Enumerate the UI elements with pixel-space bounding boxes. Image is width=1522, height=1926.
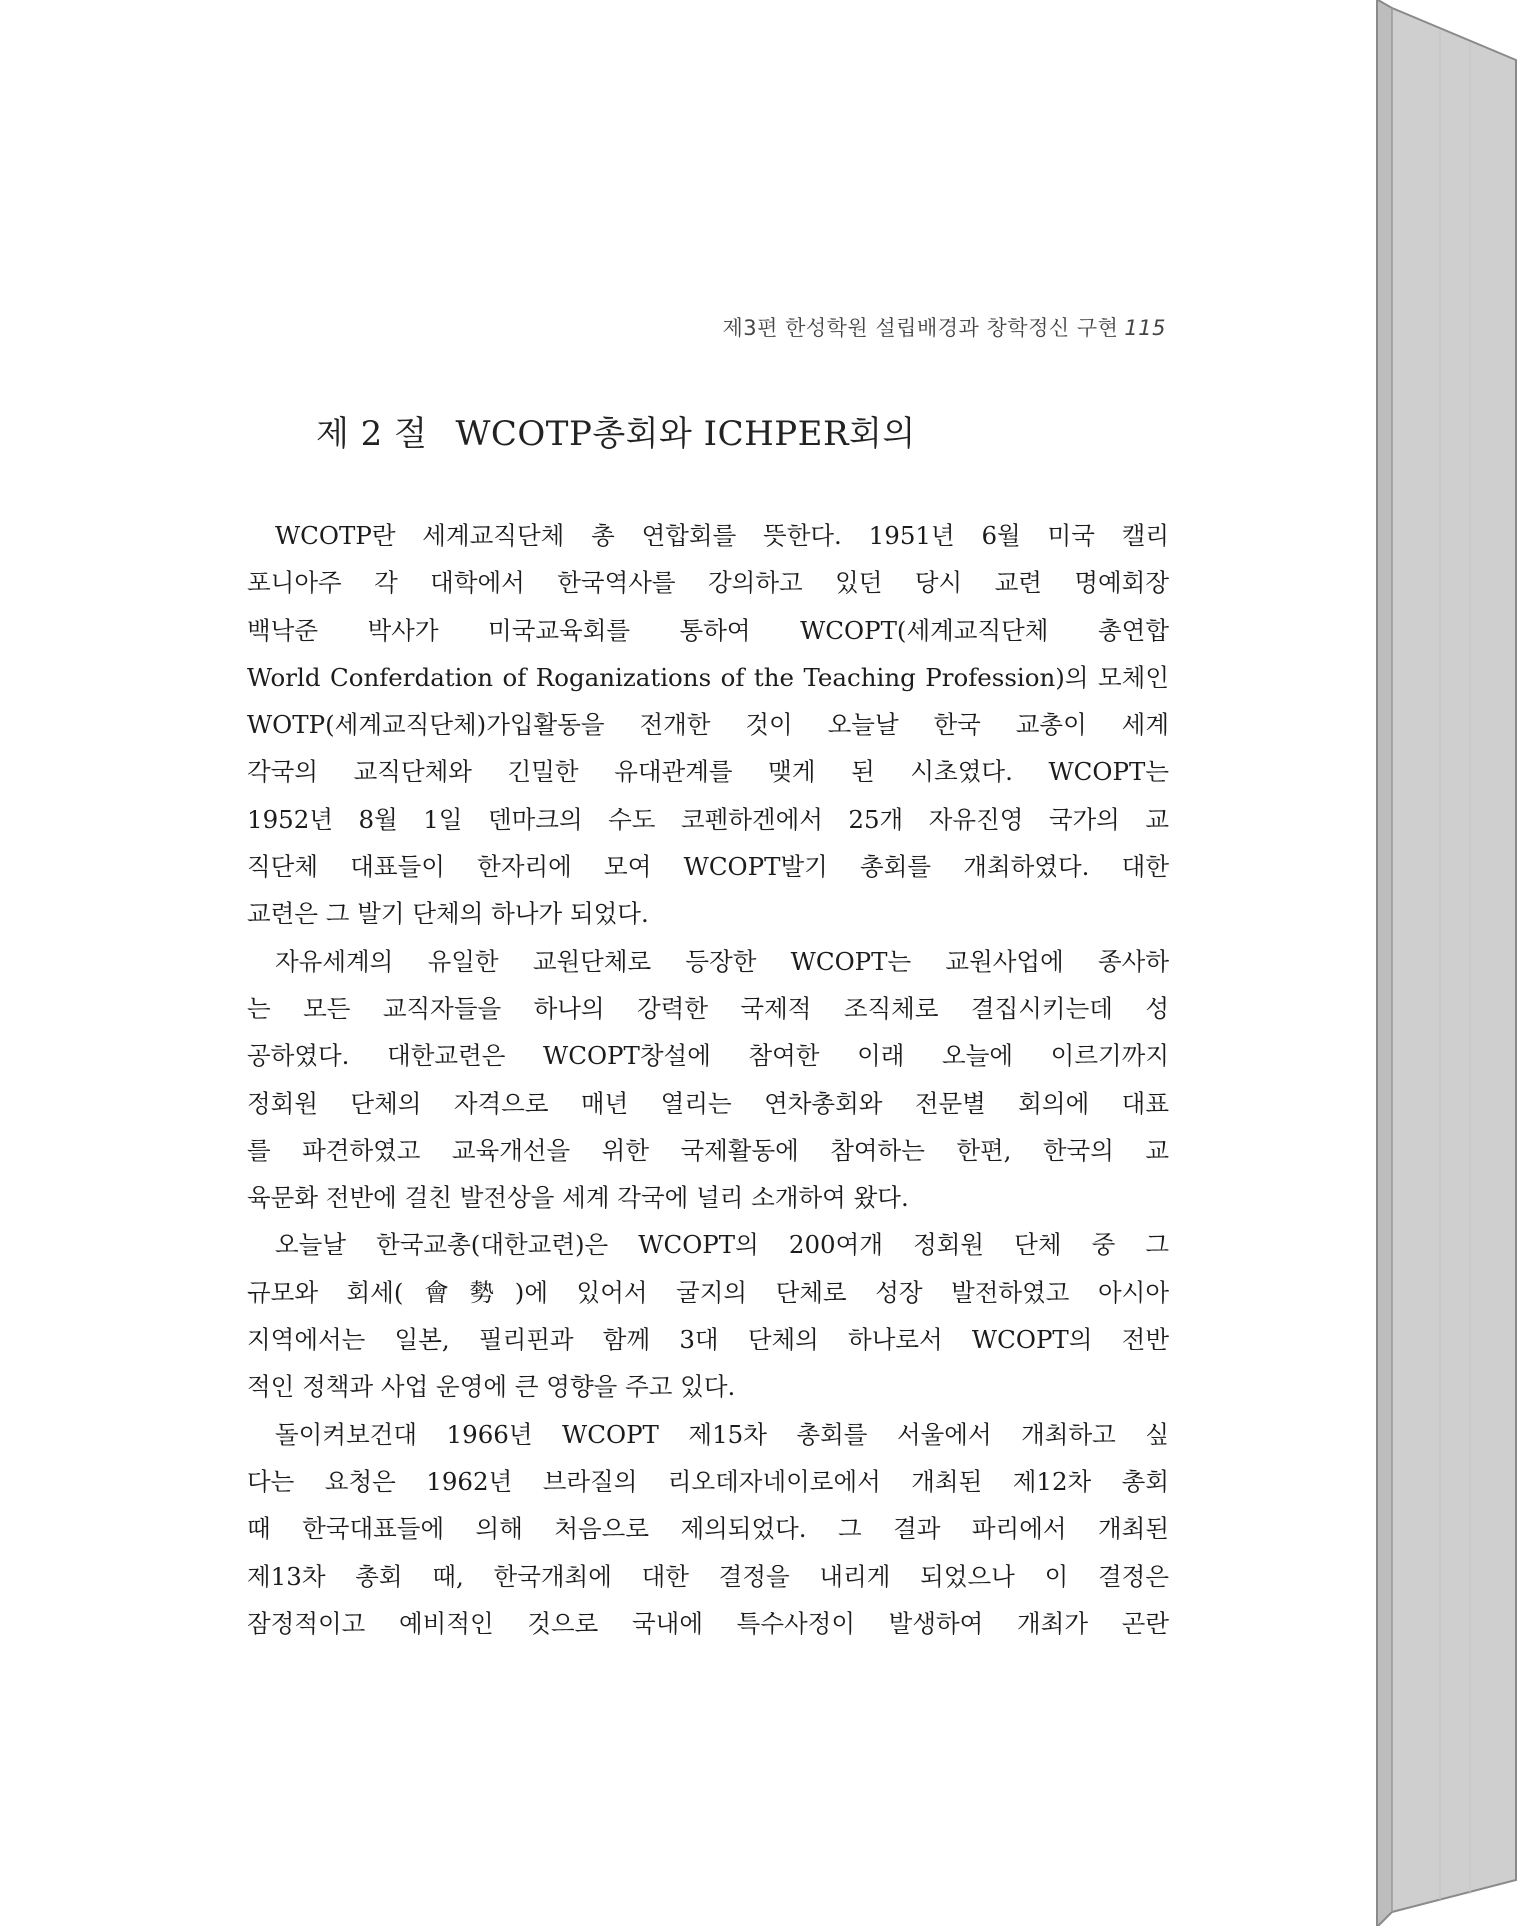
text-line: WOTP(세계교직단체)가입활동을 전개한 것이 오늘날 한국 교총이 세계 bbox=[247, 710, 1169, 740]
text-line: World Conferdation of Roganizations of the Teaching Profession)의 모체인 bbox=[247, 662, 1169, 692]
text-line: 규모와 회세(會勢)에 있어서 굴지의 단체로 성장 발전하였고 아시아 bbox=[247, 1277, 1169, 1307]
text-line: 교련은 그 발기 단체의 하나가 되었다. bbox=[247, 899, 649, 929]
section-title: WCOTP총회와 ICHPER회의 bbox=[455, 414, 916, 454]
text-line: 를 파견하였고 교육개선을 위한 국제활동에 참여하는 한편, 한국의 교 bbox=[247, 1135, 1169, 1165]
running-title: 제3편 한성학원 설립배경과 창학정신 구현 bbox=[722, 316, 1119, 340]
text-line: 지역에서는 일본, 필리핀과 함께 3대 단체의 하나로서 WCOPT의 전반 bbox=[247, 1325, 1169, 1355]
text-line: 백낙준 박사가 미국교육회를 통하여 WCOPT(세계교직단체 총연합 bbox=[247, 615, 1169, 645]
running-header bbox=[560, 312, 1166, 342]
text-line: 적인 정책과 사업 운영에 큰 영향을 주고 있다. bbox=[247, 1372, 736, 1402]
text-line: 공하였다. 대한교련은 WCOPT창설에 참여한 이래 오늘에 이르기까지 bbox=[247, 1041, 1169, 1071]
body-text bbox=[247, 512, 1169, 1647]
section-heading bbox=[316, 406, 916, 455]
text-line: 잠정적이고 예비적인 것으로 국내에 특수사정이 발생하여 개최가 곤란 bbox=[247, 1608, 1169, 1638]
text-line: 돌이켜보건대 1966년 WCOPT 제15차 총회를 서울에서 개최하고 싶 bbox=[275, 1419, 1169, 1449]
text-line: WCOTP란 세계교직단체 총 연합회를 뜻한다. 1951년 6월 미국 캘리 bbox=[275, 521, 1169, 550]
section-number: 제 2 절 bbox=[316, 414, 428, 454]
text-line: 때 한국대표들에 의해 처음으로 제의되었다. 그 결과 파리에서 개최된 bbox=[247, 1514, 1169, 1544]
text-line: 포니아주 각 대학에서 한국역사를 강의하고 있던 당시 교련 명예회장 bbox=[247, 568, 1169, 598]
text-line: 1952년 8월 1일 덴마크의 수도 코펜하겐에서 25개 자유진영 국가의 교 bbox=[247, 804, 1169, 834]
text-line: 정회원 단체의 자격으로 매년 열리는 연차총회와 전문별 회의에 대표 bbox=[247, 1088, 1169, 1118]
text-line: 오늘날 한국교총(대한교련)은 WCOPT의 200여개 정회원 단체 중 그 bbox=[275, 1230, 1169, 1260]
text-line: 제13차 총회 때, 한국개최에 대한 결정을 내리게 되었으나 이 결정은 bbox=[247, 1561, 1169, 1591]
text-line: 자유세계의 유일한 교원단체로 등장한 WCOPT는 교원사업에 종사하 bbox=[275, 946, 1169, 976]
text-line: 직단체 대표들이 한자리에 모여 WCOPT발기 총회를 개최하였다. 대한 bbox=[247, 852, 1169, 882]
text-line: 육문화 전반에 걸친 발전상을 세계 각국에 널리 소개하여 왔다. bbox=[247, 1183, 909, 1213]
text-line: 는 모든 교직자들을 하나의 강력한 국제적 조직체로 결집시키는데 성 bbox=[247, 993, 1169, 1023]
text-line: 다는 요청은 1962년 브라질의 리오데자네이로에서 개최된 제12차 총회 bbox=[247, 1466, 1169, 1496]
text-line: 각국의 교직단체와 긴밀한 유대관계를 맺게 된 시초였다. WCOPT는 bbox=[247, 757, 1169, 787]
page-number: 115 bbox=[1124, 316, 1166, 340]
